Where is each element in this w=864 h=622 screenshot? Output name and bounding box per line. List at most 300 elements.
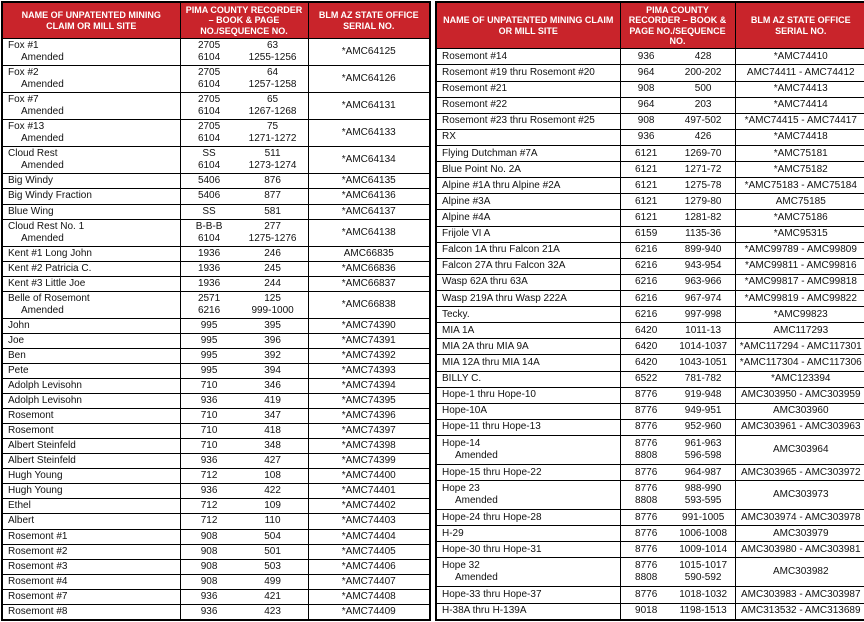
book-number: 2705 6104 — [197, 67, 221, 91]
serial-number-cell: AMC303965 - AMC303972 — [735, 465, 864, 481]
serial-number-cell: *AMC74406 — [308, 559, 430, 574]
page-number: 997-998 — [684, 308, 722, 320]
page-number: 110 — [264, 515, 281, 527]
claim-name-cell: Falcon 1A thru Falcon 21A — [436, 242, 620, 258]
table-row — [2, 499, 430, 514]
serial-number-cell: *AMC66837 — [308, 276, 430, 291]
table-row — [2, 120, 430, 147]
book-number: 2571 6216 — [197, 292, 221, 316]
table-row — [436, 465, 864, 481]
serial-number-cell: AMC303964 — [735, 436, 864, 465]
serial-number-cell: *AMC64134 — [308, 147, 430, 174]
book-page-cell — [180, 246, 308, 261]
claim-name-cell: Cloud Rest Amended — [2, 147, 180, 174]
book-page-cell — [620, 258, 735, 274]
claim-name-cell: Rosemont #14 — [436, 49, 620, 65]
serial-number-cell: *AMC75186 — [735, 210, 864, 226]
page-number: 899-940 — [684, 244, 722, 256]
table-row — [2, 261, 430, 276]
claim-name-cell: Hope-15 thru Hope-22 — [436, 465, 620, 481]
book-page-cell — [180, 174, 308, 189]
book-page-cell — [620, 510, 735, 526]
book-number: 1936 — [197, 262, 221, 274]
table-row — [2, 469, 430, 484]
book-page-cell — [620, 481, 735, 510]
serial-number-cell: AMC303961 - AMC303963 — [735, 419, 864, 435]
claim-name-cell: Frijole VI A — [436, 226, 620, 242]
serial-number-cell: AMC303980 - AMC303981 — [735, 542, 864, 558]
claim-name-cell: Rosemont #3 — [2, 559, 180, 574]
book-page-cell — [620, 371, 735, 387]
table-row — [436, 323, 864, 339]
page-number: 1011-13 — [685, 324, 722, 336]
book-number: 908 — [200, 575, 218, 587]
book-page-cell — [620, 436, 735, 465]
column-header-claim-name: NAME OF UNPATENTED MINING CLAIM OR MILL SITE — [2, 2, 180, 39]
page-number: 1281-82 — [684, 212, 722, 224]
book-number: 710 — [200, 380, 218, 392]
serial-number-cell: *AMC74392 — [308, 348, 430, 363]
serial-number-cell: *AMC99817 - AMC99818 — [735, 274, 864, 290]
book-number: 6121 — [635, 147, 658, 159]
book-number: 908 — [200, 530, 218, 542]
book-page-cell — [180, 147, 308, 174]
table-row — [436, 481, 864, 510]
serial-number-cell: *AMC99789 - AMC99809 — [735, 242, 864, 258]
claim-name-cell: Rosemont #21 — [436, 81, 620, 97]
page-number: 1275-78 — [684, 179, 722, 191]
claim-name-cell: MIA 1A — [436, 323, 620, 339]
page-number: 1014-1037 — [679, 340, 728, 352]
book-page-cell — [180, 333, 308, 348]
table-row — [436, 113, 864, 129]
book-page-cell — [620, 307, 735, 323]
book-page-cell — [620, 291, 735, 307]
claim-name-cell: Albert Steinfeld — [2, 454, 180, 469]
book-number: 5406 — [197, 175, 221, 187]
book-number: 995 — [200, 349, 218, 361]
book-page-cell — [620, 49, 735, 65]
book-page-cell — [620, 226, 735, 242]
serial-number-cell: *AMC64135 — [308, 174, 430, 189]
book-page-cell — [620, 97, 735, 113]
claim-name-cell: Hugh Young — [2, 484, 180, 499]
table-row — [2, 174, 430, 189]
serial-number-cell: *AMC74409 — [308, 604, 430, 620]
serial-number-cell: AMC117293 — [735, 323, 864, 339]
book-page-cell — [620, 603, 735, 620]
claim-name-cell: Joe — [2, 333, 180, 348]
page-number: 581 — [264, 205, 281, 217]
table-row — [436, 258, 864, 274]
page-number: 988-990 593-595 — [684, 483, 722, 507]
book-page-cell — [620, 242, 735, 258]
book-number: 936 — [200, 395, 218, 407]
table-row — [436, 242, 864, 258]
page-number: 396 — [264, 334, 281, 346]
book-number: 908 — [200, 560, 218, 572]
book-number: 936 — [637, 50, 655, 62]
claim-name-cell: Rosemont #23 thru Rosemont #25 — [436, 113, 620, 129]
book-number: 1936 — [197, 247, 221, 259]
claim-name-cell: Hope 23 Amended — [436, 481, 620, 510]
book-number: 964 — [637, 67, 655, 79]
serial-number-cell: *AMC75181 — [735, 146, 864, 162]
book-page-cell — [620, 65, 735, 81]
claim-name-cell: Falcon 27A thru Falcon 32A — [436, 258, 620, 274]
book-number: 2705 6104 — [197, 40, 221, 64]
book-page-cell — [620, 146, 735, 162]
table-row — [2, 333, 430, 348]
book-page-cell — [620, 129, 735, 145]
page-number: 877 — [264, 190, 281, 202]
book-number: 908 — [200, 545, 218, 557]
book-number: 995 — [200, 365, 218, 377]
book-number: 908 — [637, 115, 655, 127]
claim-name-cell: Wasp 219A thru Wasp 222A — [436, 291, 620, 307]
book-number: 8776 — [635, 389, 658, 401]
column-header-blm-serial: BLM AZ STATE OFFICE SERIAL NO. — [735, 2, 864, 49]
book-page-cell — [620, 162, 735, 178]
table-row — [436, 49, 864, 65]
book-number: 2705 6104 — [197, 94, 221, 118]
table-row — [436, 129, 864, 145]
serial-number-cell: *AMC74413 — [735, 81, 864, 97]
book-page-cell — [620, 323, 735, 339]
serial-number-cell: *AMC74410 — [735, 49, 864, 65]
book-number: 710 — [200, 425, 218, 437]
table-row — [436, 339, 864, 355]
serial-number-cell: *AMC64133 — [308, 120, 430, 147]
serial-number-cell: AMC303950 - AMC303959 — [735, 387, 864, 403]
page-number: 1018-1032 — [679, 588, 728, 600]
claim-name-cell: Hope-30 thru Hope-31 — [436, 542, 620, 558]
book-page-cell — [180, 120, 308, 147]
page-number: 991-1005 — [682, 511, 725, 523]
claim-name-cell: Rosemont #19 thru Rosemont #20 — [436, 65, 620, 81]
table-row — [436, 510, 864, 526]
table-row — [436, 97, 864, 113]
claim-name-cell: Hope 32 Amended — [436, 558, 620, 587]
serial-number-cell: *AMC117294 - AMC117301 — [735, 339, 864, 355]
page-number: 1198-1513 — [679, 605, 727, 617]
claim-name-cell: Rosemont #1 — [2, 529, 180, 544]
serial-number-cell: *AMC74391 — [308, 333, 430, 348]
book-page-cell — [180, 93, 308, 120]
claim-name-cell: Alpine #4A — [436, 210, 620, 226]
serial-number-cell: *AMC75182 — [735, 162, 864, 178]
page-number: 781-782 — [684, 373, 722, 385]
book-number: 710 — [200, 440, 218, 452]
serial-number-cell: *AMC74403 — [308, 514, 430, 529]
table-row — [436, 526, 864, 542]
page-number: 108 — [264, 470, 281, 482]
book-page-cell — [620, 419, 735, 435]
table-row — [436, 146, 864, 162]
book-page-cell — [180, 544, 308, 559]
book-number: 6159 — [635, 228, 658, 240]
claim-name-cell: Pete — [2, 364, 180, 379]
serial-number-cell: AMC303983 - AMC303987 — [735, 587, 864, 603]
page-number: 348 — [264, 440, 281, 452]
page-number: 964-987 — [684, 466, 722, 478]
claim-name-cell: Wasp 62A thru 63A — [436, 274, 620, 290]
page-number: 246 — [264, 247, 281, 259]
claim-name-cell: Fox #2 Amended — [2, 66, 180, 93]
book-page-cell — [180, 276, 308, 291]
serial-number-cell: *AMC64138 — [308, 219, 430, 246]
column-header-blm-serial: BLM AZ STATE OFFICE SERIAL NO. — [308, 2, 430, 39]
serial-number-cell: AMC74411 - AMC74412 — [735, 65, 864, 81]
page-number: 346 — [264, 380, 281, 392]
table-row — [436, 419, 864, 435]
claim-name-cell: Alpine #1A thru Alpine #2A — [436, 178, 620, 194]
claim-name-cell: Fox #13 Amended — [2, 120, 180, 147]
serial-number-cell: *AMC74396 — [308, 409, 430, 424]
book-number: 995 — [200, 319, 218, 331]
serial-number-cell: *AMC74394 — [308, 379, 430, 394]
claim-name-cell: Hope-33 thru Hope-37 — [436, 587, 620, 603]
page-number: 421 — [264, 590, 281, 602]
book-page-cell — [180, 66, 308, 93]
claim-name-cell: BILLY C. — [436, 371, 620, 387]
column-header-claim-name: NAME OF UNPATENTED MINING CLAIM OR MILL SITE — [436, 2, 620, 49]
book-number: 8776 — [635, 421, 658, 433]
header-row — [2, 2, 430, 39]
claim-name-cell: MIA 2A thru MIA 9A — [436, 339, 620, 355]
page-number: 967-974 — [684, 292, 722, 304]
table-row — [2, 318, 430, 333]
claim-name-cell: Cloud Rest No. 1 Amended — [2, 219, 180, 246]
claim-name-cell: Hope-1 thru Hope-10 — [436, 387, 620, 403]
book-page-cell — [620, 403, 735, 419]
serial-number-cell: *AMC74401 — [308, 484, 430, 499]
table-row — [2, 93, 430, 120]
claim-name-cell: Adolph Levisohn — [2, 379, 180, 394]
book-number: 6420 — [635, 324, 658, 336]
book-page-cell — [180, 318, 308, 333]
book-number: 6121 — [635, 212, 658, 224]
book-page-cell — [620, 587, 735, 603]
book-number: 8776 8808 — [635, 560, 658, 584]
book-page-cell — [180, 394, 308, 409]
claim-name-cell: Kent #2 Patricia C. — [2, 261, 180, 276]
table-row — [436, 387, 864, 403]
page-number: 501 — [264, 545, 281, 557]
table-row — [2, 394, 430, 409]
book-number: 6121 — [635, 195, 658, 207]
book-page-cell — [180, 604, 308, 620]
table-row — [2, 424, 430, 439]
book-page-cell — [620, 355, 735, 371]
page-number: 244 — [264, 277, 281, 289]
book-page-cell — [180, 348, 308, 363]
claims-table-right — [435, 1, 864, 621]
book-page-cell — [180, 291, 308, 318]
serial-number-cell: *AMC74390 — [308, 318, 430, 333]
page-number: 499 — [264, 575, 281, 587]
serial-number-cell: *AMC74402 — [308, 499, 430, 514]
claim-name-cell: Rosemont — [2, 424, 180, 439]
table-row — [436, 226, 864, 242]
page-number: 418 — [264, 425, 281, 437]
claim-name-cell: Big Windy Fraction — [2, 189, 180, 204]
book-number: 8776 — [635, 405, 658, 417]
book-number: 6121 — [635, 163, 658, 175]
book-number: 1936 — [197, 277, 221, 289]
book-page-cell — [180, 189, 308, 204]
book-page-cell — [620, 465, 735, 481]
claim-name-cell: Fox #7 Amended — [2, 93, 180, 120]
claim-name-cell: Ben — [2, 348, 180, 363]
table-row — [2, 574, 430, 589]
serial-number-cell: *AMC64131 — [308, 93, 430, 120]
page-number: 75 1271-1272 — [248, 121, 297, 145]
claim-name-cell: Rosemont #7 — [2, 589, 180, 604]
page-number: 961-963 596-598 — [684, 438, 722, 461]
page-number: 500 — [694, 83, 712, 95]
page-number: 394 — [264, 365, 281, 377]
claim-name-cell: Rosemont — [2, 409, 180, 424]
table-row — [436, 403, 864, 419]
claims-table-left — [1, 1, 431, 621]
book-number: 5406 — [197, 190, 221, 202]
claim-name-cell: Adolph Levisohn — [2, 394, 180, 409]
serial-number-cell: *AMC99819 - AMC99822 — [735, 291, 864, 307]
book-page-cell — [180, 219, 308, 246]
serial-number-cell: *AMC74397 — [308, 424, 430, 439]
table-row — [2, 364, 430, 379]
table-row — [436, 178, 864, 194]
page-number: 511 1273-1274 — [248, 148, 297, 172]
book-number: 712 — [200, 515, 218, 527]
book-number: 6522 — [635, 373, 658, 385]
table-row — [2, 589, 430, 604]
book-page-cell — [180, 261, 308, 276]
book-number: 995 — [200, 334, 218, 346]
book-page-cell — [180, 484, 308, 499]
page-number: 428 — [694, 50, 712, 62]
page-number: 419 — [264, 395, 281, 407]
book-number: 710 — [200, 410, 218, 422]
claim-name-cell: MIA 12A thru MIA 14A — [436, 355, 620, 371]
page-number: 963-966 — [684, 276, 722, 288]
serial-number-cell: *AMC75183 - AMC75184 — [735, 178, 864, 194]
serial-number-cell: *AMC64126 — [308, 66, 430, 93]
serial-number-cell: *AMC66836 — [308, 261, 430, 276]
page-number: 63 1255-1256 — [248, 40, 297, 64]
page-number: 423 — [264, 605, 281, 617]
header-row — [436, 2, 864, 49]
book-number: 8776 8808 — [635, 483, 658, 507]
column-header-recorder-book-page: PIMA COUNTY RECORDER – BOOK & PAGE NO./SEQUENCE NO. — [620, 2, 735, 49]
serial-number-cell: *AMC99823 — [735, 307, 864, 323]
table-row — [2, 246, 430, 261]
table-row — [436, 542, 864, 558]
book-number: 936 — [200, 590, 218, 602]
table-row — [2, 559, 430, 574]
claim-name-cell: Albert — [2, 514, 180, 529]
serial-number-cell: *AMC74404 — [308, 529, 430, 544]
serial-number-cell: AMC303974 - AMC303978 — [735, 510, 864, 526]
book-page-cell — [620, 339, 735, 355]
book-page-cell — [620, 274, 735, 290]
book-number: B-B-B 6104 — [195, 220, 223, 244]
claim-name-cell: Hope-10A — [436, 403, 620, 419]
claim-name-cell: Hope-24 thru Hope-28 — [436, 510, 620, 526]
page-number: 497-502 — [684, 115, 722, 127]
page-number: 277 1275-1276 — [248, 220, 297, 244]
page-number: 949-951 — [684, 405, 722, 417]
page-number: 1006-1008 — [679, 527, 728, 539]
book-number: 712 — [200, 500, 218, 512]
page-number: 203 — [694, 99, 712, 111]
book-number: 8776 — [635, 527, 658, 539]
book-number: 6216 — [635, 244, 658, 256]
book-number: 6216 — [635, 276, 658, 288]
book-number: 6216 — [635, 308, 658, 320]
serial-number-cell: *AMC74395 — [308, 394, 430, 409]
claim-name-cell: Hope-14 Amended — [436, 436, 620, 465]
claim-name-cell: Hugh Young — [2, 469, 180, 484]
table-row — [436, 587, 864, 603]
book-number: 712 — [200, 470, 218, 482]
book-number: 908 — [637, 83, 655, 95]
claim-name-cell: Albert Steinfeld — [2, 439, 180, 454]
claim-name-cell: Big Windy — [2, 174, 180, 189]
claim-name-cell: Rosemont #8 — [2, 604, 180, 620]
book-number: 8776 — [635, 588, 658, 600]
book-page-cell — [620, 542, 735, 558]
serial-number-cell: AMC75185 — [735, 194, 864, 210]
book-page-cell — [180, 439, 308, 454]
table-row — [436, 162, 864, 178]
book-page-cell — [180, 589, 308, 604]
serial-number-cell: AMC303979 — [735, 526, 864, 542]
page-number: 1135-36 — [685, 228, 722, 240]
page-number: 422 — [264, 485, 281, 497]
page-number: 952-960 — [684, 421, 722, 433]
page-number: 109 — [264, 500, 281, 512]
page-number: 1015-1017 590-592 — [679, 560, 728, 584]
book-page-cell — [620, 178, 735, 194]
table-row — [2, 219, 430, 246]
table-row — [2, 291, 430, 318]
serial-number-cell: *AMC74414 — [735, 97, 864, 113]
table-row — [436, 558, 864, 587]
book-page-cell — [180, 454, 308, 469]
claim-name-cell: H-29 — [436, 526, 620, 542]
claim-name-cell: Hope-11 thru Hope-13 — [436, 419, 620, 435]
table-row — [436, 291, 864, 307]
book-number: 6216 — [635, 292, 658, 304]
claim-name-cell: Belle of Rosemont Amended — [2, 291, 180, 318]
book-number: 6121 — [635, 179, 658, 191]
page-number: 347 — [264, 410, 281, 422]
book-number: 8776 8808 — [635, 438, 658, 461]
book-number: 936 — [637, 131, 655, 143]
table-row — [436, 436, 864, 465]
book-page-cell — [180, 424, 308, 439]
page-number: 426 — [694, 131, 712, 143]
claim-name-cell: H-38A thru H-139A — [436, 603, 620, 620]
table-row — [436, 371, 864, 387]
page-number: 919-948 — [684, 389, 722, 401]
book-page-cell — [180, 204, 308, 219]
claim-name-cell: Fox #1 Amended — [2, 39, 180, 66]
serial-number-cell: AMC66835 — [308, 246, 430, 261]
book-number: 9018 — [635, 605, 658, 617]
